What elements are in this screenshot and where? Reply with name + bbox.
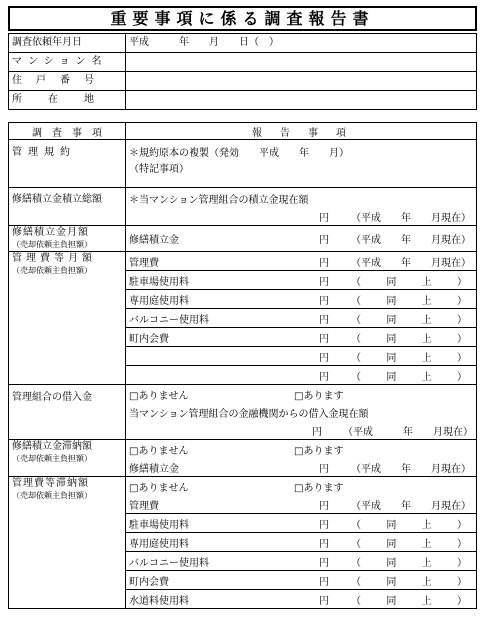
bylaws-notes: （特記事項）	[129, 163, 189, 175]
ditto-same: 同	[386, 595, 397, 607]
yen-unit: 円	[319, 371, 329, 383]
fee-row	[126, 252, 476, 271]
reserve-item: 修繕積立金	[129, 234, 179, 246]
mgmt-fee-arrears-cell	[9, 477, 126, 609]
unit-number-value[interactable]	[126, 72, 477, 91]
ditto-same: 同	[386, 352, 397, 364]
yen-unit: 円	[312, 426, 323, 438]
mansion-name-label: マンション名	[9, 53, 126, 72]
ditto-up: 上	[421, 295, 432, 307]
request-date-value[interactable]: 平成 年 月 日（ ）	[126, 34, 477, 53]
open-paren: （	[351, 333, 361, 345]
open-paren: （	[351, 519, 361, 531]
ditto-up: 上	[421, 595, 432, 607]
close-paren: ）	[456, 314, 467, 326]
open-paren: （	[351, 295, 361, 307]
request-date-label: 調査依頼年月日	[9, 34, 126, 53]
ditto-up: 上	[421, 538, 432, 550]
mgmt-arrears-none-checkbox[interactable]: □ありません	[129, 482, 189, 494]
as-of-date: （平成 年 月現在）	[351, 234, 471, 246]
fee-name: 専用庭使用料	[129, 295, 189, 307]
fee-name: バルコニー使用料	[129, 314, 209, 326]
close-paren: ）	[456, 371, 467, 383]
loan-exists-checkbox[interactable]: □あります	[294, 390, 344, 402]
ditto-up: 上	[421, 333, 432, 345]
fee-name: 町内会費	[129, 576, 169, 588]
unit-number-label: 住戸番号	[9, 72, 126, 91]
close-paren: ）	[456, 276, 467, 288]
as-of-date: （平成 年 月現在）	[351, 463, 471, 475]
ditto-same: 同	[386, 519, 397, 531]
report-table	[8, 122, 477, 609]
fee-name: 町内会費	[129, 333, 169, 345]
yen-unit: 円	[319, 276, 329, 288]
reserve-arrears-label: 修繕積立金滞納額	[12, 441, 92, 452]
fee-row	[126, 328, 476, 347]
close-paren: ）	[456, 519, 467, 531]
as-of-date: （平成 年 月現在）	[351, 212, 471, 224]
loan-desc: 当マンション管理組合の金融機関からの借入金現在額	[129, 408, 369, 420]
fee-name: 駐車場使用料	[129, 519, 189, 531]
ditto-same: 同	[386, 314, 397, 326]
reserve-arrears-none-checkbox[interactable]: □ありません	[129, 445, 189, 457]
close-paren: ）	[456, 352, 467, 364]
reserve-arrears-sub: （売却依頼主負担額）	[12, 454, 92, 463]
col-header-report: 報 告 事 項	[126, 123, 477, 140]
ditto-up: 上	[421, 352, 432, 364]
fee-name: 駐車場使用料	[129, 276, 189, 288]
ditto-same: 同	[386, 333, 397, 345]
open-paren: （	[351, 352, 361, 364]
mgmt-fee-monthly-sub: （売却依頼主負担額）	[12, 266, 92, 275]
fee-row	[126, 290, 476, 309]
ditto-same: 同	[386, 576, 397, 588]
fee-row	[126, 552, 476, 571]
loan-label: 管理組合の借入金	[9, 385, 126, 440]
fee-name: バルコニー使用料	[129, 557, 209, 569]
ditto-up: 上	[421, 557, 432, 569]
ditto-same: 同	[386, 538, 397, 550]
yen-unit: 円	[319, 595, 329, 607]
open-paren: （	[351, 576, 361, 588]
yen-unit: 円	[319, 576, 329, 588]
ditto-up: 上	[421, 576, 432, 588]
close-paren: ）	[456, 595, 467, 607]
reserve-total-label: 修繕積立金積立総額	[9, 188, 126, 226]
fee-row	[126, 366, 476, 384]
yen-unit: 円	[319, 314, 329, 326]
property-info-table	[8, 33, 477, 110]
close-paren: ）	[456, 538, 467, 550]
ditto-up: 上	[421, 371, 432, 383]
yen-unit: 円	[319, 538, 329, 550]
open-paren: （	[351, 557, 361, 569]
document-title: 重要事項に係る調査報告書	[8, 6, 477, 31]
fee-row	[126, 347, 476, 366]
fee-name: 専用庭使用料	[129, 538, 189, 550]
open-paren: （	[351, 276, 361, 288]
ditto-same: 同	[386, 557, 397, 569]
fee-row	[126, 514, 476, 533]
ditto-same: 同	[386, 295, 397, 307]
ditto-up: 上	[421, 314, 432, 326]
yen-unit: 円	[319, 500, 329, 512]
yen-unit: 円	[319, 557, 329, 569]
yen-unit: 円	[319, 257, 329, 269]
mgmt-arrears-exists-checkbox[interactable]: □あります	[294, 482, 344, 494]
ditto-same: 同	[386, 371, 397, 383]
col-header-items: 調 査 事 項	[9, 123, 126, 140]
close-paren: ）	[456, 295, 467, 307]
yen-unit: 円	[319, 295, 329, 307]
close-paren: ）	[456, 333, 467, 345]
reserve-monthly-label: 修繕積立金月額	[12, 227, 89, 238]
mgmt-fee-monthly-cell	[9, 252, 126, 385]
fee-name: 水道料使用料	[129, 595, 189, 607]
address-label: 所在地	[9, 91, 126, 110]
as-of-date: （平成 年 月現在）	[351, 257, 471, 269]
ditto-up: 上	[421, 276, 432, 288]
reserve-total-desc: ＊当マンション管理組合の積立金現在額	[129, 194, 309, 206]
close-paren: ）	[456, 576, 467, 588]
fee-row	[126, 533, 476, 552]
fee-name: 管理費	[129, 500, 159, 512]
yen-unit: 円	[319, 352, 329, 364]
fee-row	[126, 590, 476, 608]
reserve-monthly-sub: （売却依頼主負担額）	[12, 240, 92, 249]
mgmt-fee-arrears-sub: （売却依頼主負担額）	[12, 491, 92, 500]
fee-row	[126, 271, 476, 290]
as-of-date: （平成 年 月現在）	[343, 426, 473, 438]
mgmt-fee-arrears-label: 管理費等滞納額	[12, 478, 89, 489]
reserve-item: 修繕積立金	[129, 463, 179, 475]
reserve-monthly-cell	[9, 226, 126, 252]
open-paren: （	[351, 314, 361, 326]
address-value[interactable]	[126, 91, 477, 110]
yen-unit: 円	[319, 463, 329, 475]
as-of-date: （平成 年 月現在）	[351, 500, 471, 512]
open-paren: （	[351, 538, 361, 550]
ditto-same: 同	[386, 276, 397, 288]
open-paren: （	[351, 595, 361, 607]
fee-row	[126, 309, 476, 328]
loan-none-checkbox[interactable]: □ありません	[129, 390, 189, 402]
yen-unit: 円	[319, 234, 329, 246]
mansion-name-value[interactable]	[126, 53, 477, 72]
yen-unit: 円	[319, 333, 329, 345]
yen-unit: 円	[319, 519, 329, 531]
mgmt-fee-monthly-label: 管理費等月額	[12, 253, 96, 264]
reserve-arrears-exists-checkbox[interactable]: □あります	[294, 445, 344, 457]
close-paren: ）	[456, 557, 467, 569]
bylaws-copy: ＊規約原本の複製（発効 平成 年 月）	[129, 147, 349, 159]
fee-name: 管理費	[129, 257, 159, 269]
fee-row	[126, 495, 476, 514]
fee-row	[126, 571, 476, 590]
yen-unit: 円	[319, 212, 329, 224]
reserve-arrears-cell	[9, 440, 126, 477]
bylaws-label: 管理規約	[9, 140, 126, 188]
ditto-up: 上	[421, 519, 432, 531]
open-paren: （	[351, 371, 361, 383]
